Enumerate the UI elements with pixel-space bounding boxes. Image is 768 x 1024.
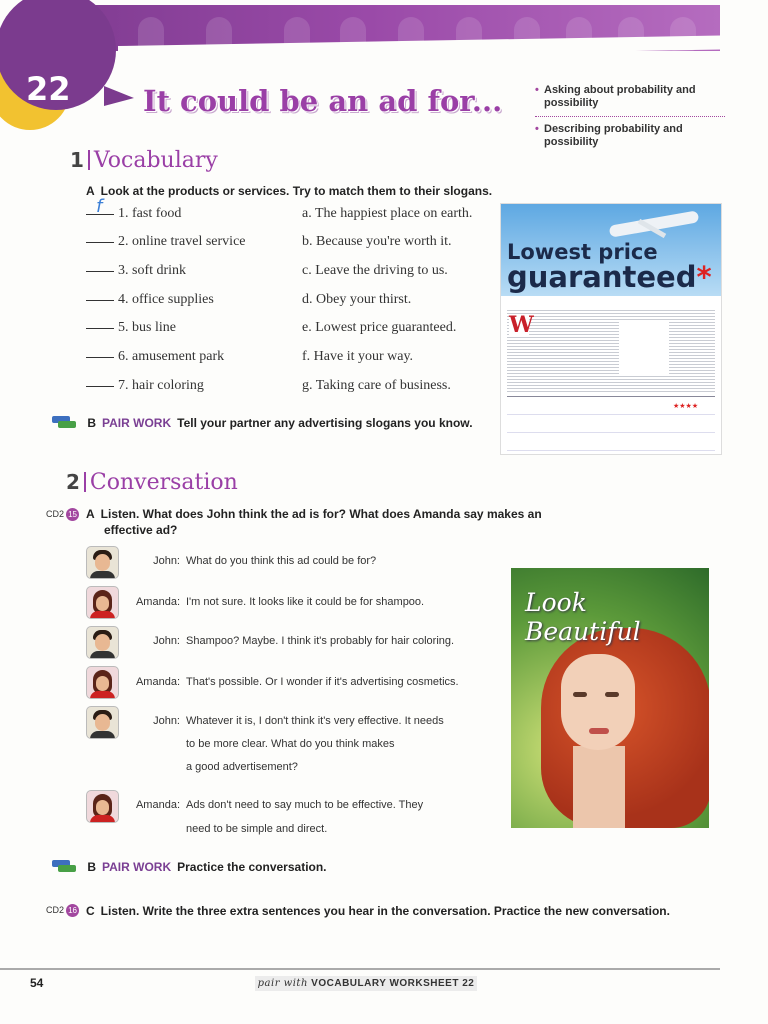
dialogue-line: Whatever it is, I don't think it's very effective. It needs — [186, 715, 444, 727]
section-title: Conversation — [89, 470, 238, 495]
goal-item: • Asking about probability and possibility — [535, 84, 696, 109]
john-avatar — [86, 706, 119, 739]
goal-item: • Describing probability and possibility — [535, 123, 683, 148]
audio-track-a[interactable]: CD2 15 — [46, 508, 79, 521]
speaker-label: Amanda: — [135, 676, 180, 688]
unit-title: It could be an ad for... — [143, 84, 503, 118]
dialogue-line: need to be simple and direct. — [186, 823, 328, 835]
match-item-slogan: e. Lowest price guaranteed. — [302, 320, 457, 335]
speaker-label: Amanda: — [135, 799, 180, 811]
match-item-slogan: d. Obey your thirst. — [302, 292, 412, 307]
worksheet-reference: pair with VOCABULARY WORKSHEET 22 — [255, 976, 477, 991]
ad-pull-quote — [619, 320, 669, 376]
match-item-slogan: f. Have it your way. — [302, 349, 414, 364]
speaker-label: John: — [153, 635, 180, 647]
exercise-a-instruction: A Look at the products or services. Try to match them to their slogans. — [86, 184, 493, 198]
audio-track-c[interactable]: CD2 16 — [46, 904, 79, 917]
section-number: 1 — [70, 148, 84, 172]
speaker-label: John: — [153, 715, 180, 727]
ad-drop-cap: W — [509, 312, 534, 338]
pair-work-icon — [52, 416, 76, 428]
speaker-label: John: — [153, 555, 180, 567]
dialogue-line: a good advertisement? — [186, 761, 298, 773]
audio-disc-icon: 15 — [66, 508, 79, 521]
match-item-product[interactable]: 1. fast food — [86, 206, 181, 222]
amanda-avatar — [86, 666, 119, 699]
exercise-a-instruction: A Listen. What does John think the ad is for? What does Amanda say makes an — [86, 507, 542, 521]
answer-blank — [86, 328, 114, 329]
amanda-avatar — [86, 790, 119, 823]
footer-rule — [0, 968, 720, 970]
ad-body-text — [507, 308, 715, 392]
match-item-slogan: b. Because you're worth it. — [302, 234, 452, 249]
dialogue-line: I'm not sure. It looks like it could be for shampoo. — [186, 596, 425, 608]
section-title: Vocabulary — [93, 148, 218, 173]
audio-disc-icon: 16 — [66, 904, 79, 917]
rating-stars-icon: ★★★★ — [673, 403, 699, 410]
answer-blank — [86, 386, 114, 387]
dialogue-line: Ads don't need to say much to be effective. They — [186, 799, 424, 811]
ad-headline-line2: guaranteed* — [507, 260, 712, 294]
handwritten-answer: f — [96, 196, 103, 217]
answer-blank — [86, 357, 114, 358]
ad-headline-line1: Lowest price — [507, 240, 658, 264]
match-item-slogan: c. Leave the driving to us. — [302, 263, 448, 278]
beauty-ad-image — [511, 568, 709, 828]
amanda-avatar — [86, 586, 119, 619]
speaker-label: Amanda: — [135, 596, 180, 608]
match-item-product[interactable]: 2. online travel service — [86, 234, 246, 250]
match-item-product[interactable]: 6. amusement park — [86, 349, 224, 365]
match-item-slogan: a. The happiest place on earth. — [302, 206, 473, 221]
goal-divider — [535, 116, 725, 117]
answer-blank — [86, 300, 114, 301]
ad-logo-text: Look Beautiful — [525, 588, 641, 646]
travel-ad-image — [500, 203, 722, 455]
section-heading-conversation — [66, 470, 238, 495]
unit-goals — [535, 84, 725, 149]
match-item-product[interactable]: 7. hair coloring — [86, 378, 204, 394]
section-number: 2 — [66, 470, 80, 494]
unit-number: 22 — [26, 70, 71, 108]
match-item-product[interactable]: 5. bus line — [86, 320, 176, 336]
exercise-b-pairwork: B PAIR WORK Practice the conversation. — [52, 860, 327, 874]
exercise-c-instruction: C Listen. Write the three extra sentences you hear in the conversation. Practice the new conversation. — [86, 904, 670, 918]
answer-blank — [86, 214, 114, 215]
pair-work-icon — [52, 860, 76, 872]
match-item-product[interactable]: 3. soft drink — [86, 263, 186, 279]
dialogue-line: to be more clear. What do you think makes — [186, 738, 395, 750]
page-number: 54 — [30, 976, 44, 990]
dialogue-line: What do you think this ad could be for? — [186, 555, 377, 567]
section-heading-vocabulary — [70, 148, 218, 173]
answer-blank — [86, 242, 114, 243]
exercise-a-instruction-cont: effective ad? — [104, 523, 178, 537]
john-avatar — [86, 546, 119, 579]
dialogue-line: That's possible. Or I wonder if it's advertising cosmetics. — [186, 676, 459, 688]
match-item-product[interactable]: 4. office supplies — [86, 292, 214, 308]
dialogue-line: Shampoo? Maybe. I think it's probably for hair coloring. — [186, 635, 455, 647]
exercise-b-pairwork: B PAIR WORK Tell your partner any advertising slogans you know. — [52, 416, 473, 430]
answer-blank — [86, 271, 114, 272]
unit-badge-pointer — [104, 86, 134, 106]
john-avatar — [86, 626, 119, 659]
match-item-slogan: g. Taking care of business. — [302, 378, 451, 393]
